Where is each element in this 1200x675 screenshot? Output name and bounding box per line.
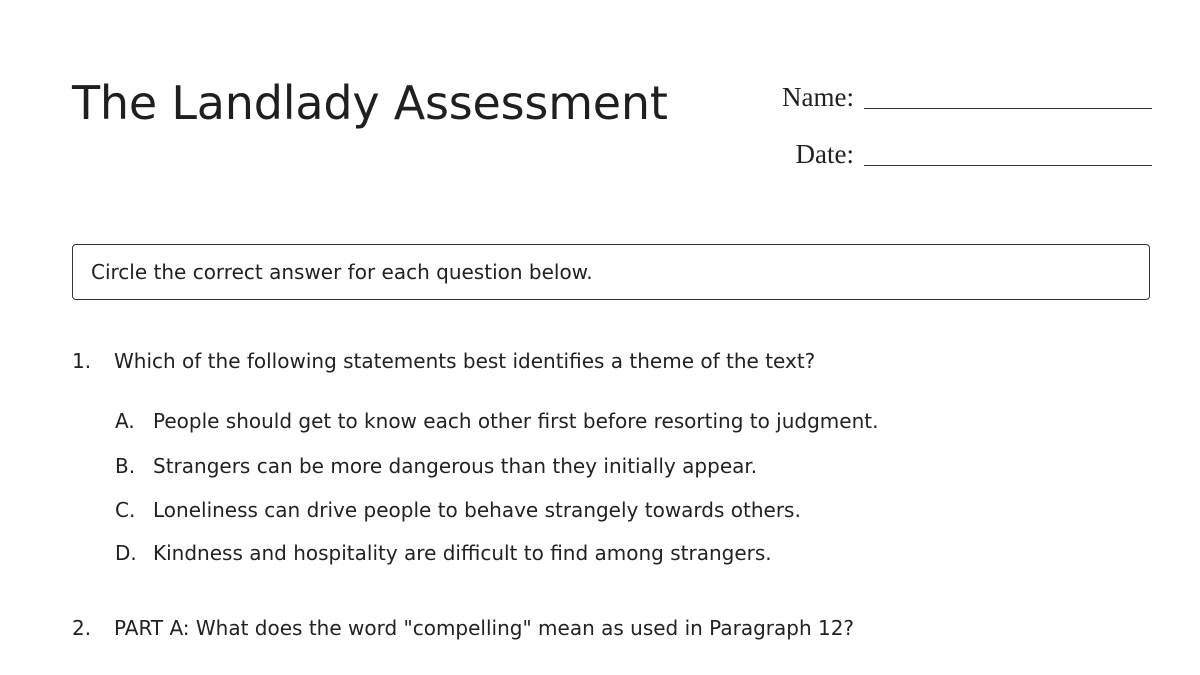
option-text: Kindness and hospitality are difficult to find among strangers. <box>153 541 772 565</box>
option-text: Strangers can be more dangerous than they initially appear. <box>153 454 758 478</box>
date-blank-line[interactable] <box>864 165 1152 166</box>
question-text: Which of the following statements best identifies a theme of the text? <box>114 349 816 373</box>
question-2 <box>72 615 854 641</box>
question-1 <box>72 348 815 374</box>
option-letter: C. <box>115 498 136 522</box>
question-text: PART A: What does the word "compelling" mean as used in Paragraph 12? <box>114 616 855 640</box>
name-blank-line[interactable] <box>864 108 1152 109</box>
instructions-box <box>72 244 1150 300</box>
option-letter: A. <box>115 409 135 433</box>
question-number: 2. <box>72 616 92 640</box>
option-letter: B. <box>115 454 136 478</box>
date-label: Date: <box>795 139 854 169</box>
instructions-text: Circle the correct answer for each question below. <box>91 260 593 284</box>
option-letter: D. <box>115 541 137 565</box>
answer-option-d[interactable] <box>115 540 772 566</box>
answer-option-c[interactable] <box>115 497 801 523</box>
name-label: Name: <box>782 82 854 112</box>
option-text: People should get to know each other first before resorting to judgment. <box>153 409 879 433</box>
answer-option-b[interactable] <box>115 453 757 479</box>
date-field <box>754 139 1152 169</box>
question-number: 1. <box>72 349 92 373</box>
name-field <box>754 82 1152 112</box>
option-text: Loneliness can drive people to behave strangely towards others. <box>153 498 801 522</box>
answer-option-a[interactable] <box>115 408 878 434</box>
page-title: The Landlady Assessment <box>72 76 668 130</box>
